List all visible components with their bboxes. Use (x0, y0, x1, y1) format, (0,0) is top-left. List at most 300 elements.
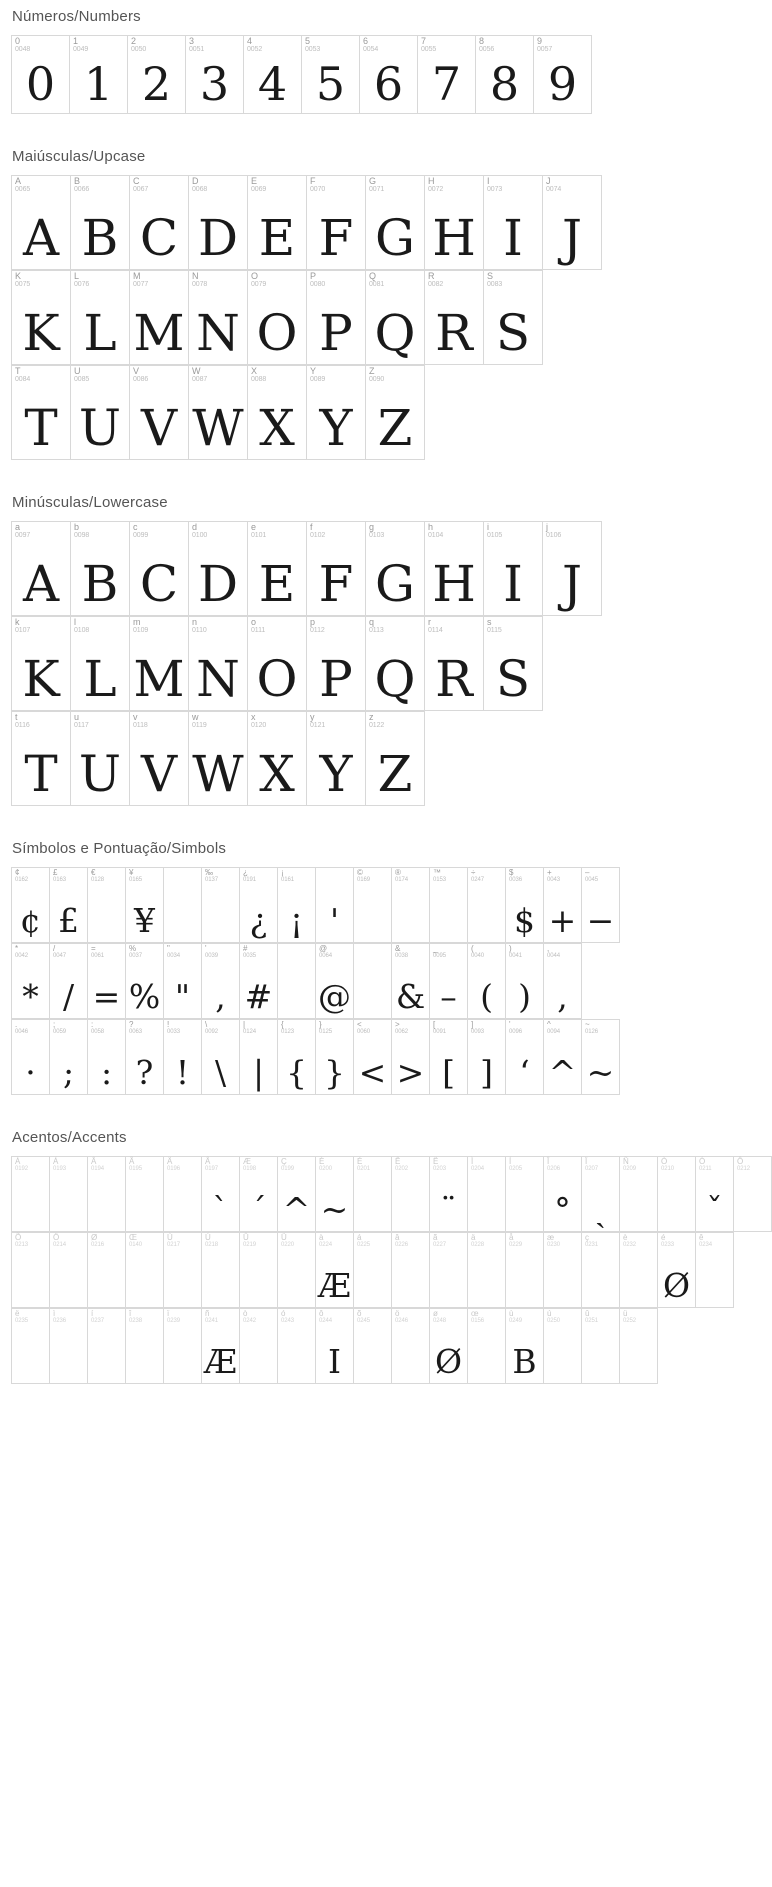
glyph-cell[interactable] (544, 1157, 582, 1232)
glyph-char-code: 0203 (433, 1166, 446, 1173)
glyph-cell[interactable] (50, 1157, 88, 1232)
glyph-char-name: É (357, 1157, 363, 1166)
glyph-cell[interactable] (543, 176, 602, 270)
glyph-cell[interactable] (360, 36, 418, 114)
glyph-cell[interactable] (354, 1309, 392, 1384)
glyph-cell[interactable] (582, 1233, 620, 1308)
glyph-cell[interactable] (164, 1233, 202, 1308)
glyph-char-code: 0082 (428, 281, 444, 289)
glyph-cell[interactable] (12, 1309, 50, 1384)
glyph-cell[interactable] (392, 1157, 430, 1232)
glyph-char-name: ÷ (471, 868, 476, 877)
glyph-cell[interactable] (582, 1020, 620, 1095)
glyph-char-name: h (428, 522, 434, 532)
glyph-char-name: A (15, 176, 22, 186)
glyph-cell[interactable] (468, 1020, 506, 1095)
glyph-preview: 7 (431, 57, 462, 111)
glyph-char-name: C (133, 176, 140, 186)
glyph-cell[interactable] (164, 1309, 202, 1384)
glyph-char-name: | (243, 1020, 246, 1029)
glyph-cell[interactable] (278, 1233, 316, 1308)
glyph-char-name: a (15, 522, 21, 532)
glyph-char-code: 0103 (369, 532, 385, 540)
glyph-cell[interactable] (128, 36, 186, 114)
glyph-cell[interactable] (476, 36, 534, 114)
glyph-char-code: 0042 (15, 953, 28, 960)
glyph-cell[interactable] (189, 522, 248, 616)
glyph-char-code: 0075 (15, 281, 31, 289)
glyph-cell[interactable] (544, 944, 582, 1019)
glyph-cell[interactable] (278, 1157, 316, 1232)
glyph-char-code: 0231 (585, 1242, 598, 1249)
glyph-cell[interactable] (71, 271, 130, 365)
glyph-preview: W (192, 745, 244, 803)
glyph-char-name: ® (395, 868, 401, 877)
glyph-char-code: 0058 (91, 1029, 104, 1036)
glyph-cell[interactable] (202, 1309, 240, 1384)
glyph-preview: : (100, 1053, 113, 1092)
glyph-cell[interactable] (71, 176, 130, 270)
glyph-cell[interactable] (202, 868, 240, 943)
glyph-cell[interactable] (12, 1020, 50, 1095)
glyph-cell[interactable] (468, 1309, 506, 1384)
glyph-cell[interactable] (202, 1020, 240, 1095)
glyph-char-code: 0209 (623, 1166, 636, 1173)
glyph-char-code: 0248 (433, 1318, 446, 1325)
glyph-cell[interactable] (12, 617, 71, 711)
glyph-char-code: 0224 (319, 1242, 332, 1249)
glyph-cell[interactable] (316, 1233, 354, 1308)
glyph-cell[interactable] (278, 944, 316, 1019)
glyph-char-code: 0123 (281, 1029, 294, 1036)
glyph-preview: Q (374, 650, 416, 708)
glyph-cell[interactable] (12, 1233, 50, 1308)
glyph-cell[interactable] (240, 1157, 278, 1232)
glyph-char-code: 0077 (133, 281, 149, 289)
glyph-char-code: 0112 (310, 627, 325, 635)
glyph-char-code: 0206 (547, 1166, 560, 1173)
glyph-preview: ¿ (249, 901, 268, 940)
glyph-cell[interactable] (71, 366, 130, 460)
glyph-cell[interactable] (164, 1157, 202, 1232)
glyph-preview: T (24, 745, 58, 803)
glyph-cell[interactable] (484, 522, 543, 616)
glyph-char-code: 0108 (74, 627, 90, 635)
glyph-char-name: f (310, 522, 313, 532)
glyph-char-name: Â (91, 1157, 97, 1166)
glyph-cell[interactable] (582, 1309, 620, 1384)
glyph-preview: ( (480, 977, 493, 1016)
glyph-cell[interactable] (484, 271, 543, 365)
glyph-char-name: ñ (205, 1309, 210, 1318)
glyph-cell[interactable] (620, 1157, 658, 1232)
glyph-cell[interactable] (307, 366, 366, 460)
glyph-cell[interactable] (189, 176, 248, 270)
glyph-cell[interactable] (189, 617, 248, 711)
glyph-cell[interactable] (544, 1233, 582, 1308)
glyph-cell[interactable] (12, 366, 71, 460)
glyph-cell[interactable] (248, 366, 307, 460)
glyph-char-code: 0243 (281, 1318, 294, 1325)
glyph-cell[interactable] (307, 522, 366, 616)
glyph-char-code: 0125 (319, 1029, 332, 1036)
glyph-char-code: 0245 (357, 1318, 370, 1325)
glyph-char-name: ¢ (15, 868, 20, 877)
glyph-char-code: 0086 (133, 376, 149, 384)
glyph-preview: P (319, 304, 353, 362)
glyph-cell[interactable] (484, 617, 543, 711)
glyph-char-code: 0200 (319, 1166, 332, 1173)
glyph-cell[interactable] (126, 1157, 164, 1232)
glyph-char-name: æ (547, 1233, 555, 1242)
glyph-cell[interactable] (366, 366, 425, 460)
glyph-preview: X (259, 399, 295, 457)
glyph-char-code: 0194 (91, 1166, 104, 1173)
glyph-char-name: > (395, 1020, 400, 1029)
glyph-cell[interactable] (126, 944, 164, 1019)
glyph-preview (126, 1157, 163, 1231)
glyph-preview: 1 (83, 57, 114, 111)
glyph-cell[interactable] (248, 522, 307, 616)
glyph-char-code: 0156 (471, 1318, 484, 1325)
glyph-cell[interactable] (366, 176, 425, 270)
glyph-cell[interactable] (130, 271, 189, 365)
glyph-preview (468, 1157, 505, 1231)
section-title: Maiúsculas/Upcase (12, 148, 146, 165)
glyph-cell[interactable] (240, 868, 278, 943)
glyph-preview: 3 (199, 57, 230, 111)
glyph-char-code: 0246 (395, 1318, 408, 1325)
glyph-cell[interactable] (130, 522, 189, 616)
glyph-cell[interactable] (392, 1309, 430, 1384)
glyph-preview: H (432, 555, 476, 613)
glyph-cell[interactable] (468, 944, 506, 1019)
glyph-cell[interactable] (50, 1020, 88, 1095)
glyph-char-name: ì (53, 1309, 56, 1318)
glyph-cell[interactable] (302, 36, 360, 114)
glyph-cell[interactable] (88, 1020, 126, 1095)
glyph-char-code: 0070 (310, 186, 326, 194)
glyph-cell[interactable] (130, 366, 189, 460)
glyph-cell[interactable] (468, 1233, 506, 1308)
glyph-cell[interactable] (392, 1020, 430, 1095)
glyph-cell[interactable] (430, 944, 468, 1019)
glyph-cell[interactable] (248, 617, 307, 711)
glyph-preview: ´ (250, 1190, 267, 1229)
glyph-cell[interactable] (354, 1020, 392, 1095)
glyph-preview: H (432, 209, 476, 267)
glyph-char-code: 0115 (487, 627, 502, 635)
glyph-grid-row (11, 35, 592, 114)
glyph-cell[interactable] (354, 1233, 392, 1308)
glyph-cell[interactable] (307, 617, 366, 711)
glyph-cell[interactable] (278, 868, 316, 943)
glyph-preview: ] (480, 1053, 493, 1092)
glyph-cell[interactable] (430, 868, 468, 943)
glyph-char-code: 0094 (547, 1029, 560, 1036)
glyph-preview: − (586, 901, 615, 940)
glyph-cell[interactable] (189, 712, 248, 806)
glyph-cell[interactable] (189, 366, 248, 460)
glyph-cell[interactable] (534, 36, 592, 114)
glyph-cell[interactable] (316, 1309, 354, 1384)
glyph-cell[interactable] (506, 1157, 544, 1232)
glyph-char-name: Ó (699, 1157, 706, 1166)
glyph-char-code: 0079 (251, 281, 267, 289)
glyph-grid (11, 35, 592, 114)
glyph-char-code: 0107 (15, 627, 31, 635)
glyph-char-name: ; (53, 1020, 56, 1029)
glyph-preview (506, 1233, 543, 1307)
glyph-char-code: 0038 (395, 953, 408, 960)
glyph-char-name: ù (509, 1309, 514, 1318)
glyph-cell[interactable] (12, 944, 50, 1019)
glyph-preview: I (327, 1342, 342, 1381)
glyph-cell[interactable] (506, 868, 544, 943)
glyph-preview (12, 1309, 49, 1383)
glyph-cell[interactable] (186, 36, 244, 114)
glyph-cell[interactable] (50, 1233, 88, 1308)
glyph-char-code: 0088 (251, 376, 267, 384)
glyph-cell[interactable] (506, 1020, 544, 1095)
glyph-char-code: 0163 (53, 877, 66, 884)
glyph-char-name: X (251, 366, 258, 376)
glyph-cell[interactable] (248, 271, 307, 365)
glyph-cell[interactable] (696, 1157, 734, 1232)
glyph-cell[interactable] (164, 868, 202, 943)
glyph-cell[interactable] (425, 176, 484, 270)
glyph-char-code: 0035 (243, 953, 256, 960)
glyph-cell[interactable] (88, 1233, 126, 1308)
glyph-cell[interactable] (425, 271, 484, 365)
glyph-cell[interactable] (620, 1233, 658, 1308)
glyph-cell[interactable] (582, 1157, 620, 1232)
glyph-cell[interactable] (70, 36, 128, 114)
glyph-preview: C (139, 209, 179, 267)
glyph-cell[interactable] (430, 1157, 468, 1232)
glyph-cell[interactable] (88, 944, 126, 1019)
glyph-cell[interactable] (418, 36, 476, 114)
glyph-cell[interactable] (71, 617, 130, 711)
glyph-cell[interactable] (12, 36, 70, 114)
glyph-cell[interactable] (88, 1309, 126, 1384)
glyph-cell[interactable] (430, 1309, 468, 1384)
glyph-cell[interactable] (582, 868, 620, 943)
glyph-cell[interactable] (366, 522, 425, 616)
glyph-char-name: S (487, 271, 494, 281)
glyph-cell[interactable] (130, 176, 189, 270)
glyph-char-code: 0041 (509, 953, 522, 960)
glyph-cell[interactable] (126, 1233, 164, 1308)
glyph-char-code: 0051 (189, 46, 205, 54)
glyph-preview (544, 1233, 581, 1307)
glyph-char-name: D (192, 176, 199, 186)
glyph-preview: ^ (548, 1053, 577, 1092)
glyph-cell[interactable] (12, 271, 71, 365)
glyph-cell[interactable] (430, 1020, 468, 1095)
glyph-preview (354, 1309, 391, 1383)
glyph-cell[interactable] (126, 1020, 164, 1095)
glyph-cell[interactable] (248, 176, 307, 270)
glyph-cell[interactable] (244, 36, 302, 114)
glyph-cell[interactable] (12, 176, 71, 270)
glyph-char-code: 0110 (192, 627, 207, 635)
glyph-preview (392, 868, 429, 942)
glyph-cell[interactable] (658, 1157, 696, 1232)
glyph-cell[interactable] (126, 868, 164, 943)
glyph-cell[interactable] (354, 1157, 392, 1232)
glyph-char-code: 0048 (15, 46, 31, 54)
glyph-preview (392, 1233, 429, 1307)
glyph-preview (278, 944, 315, 1018)
glyph-preview: 5 (315, 57, 346, 111)
glyph-cell[interactable] (164, 1020, 202, 1095)
glyph-cell[interactable] (506, 1309, 544, 1384)
glyph-char-code: 0084 (15, 376, 31, 384)
glyph-char-code: 0161 (281, 877, 294, 884)
glyph-cell[interactable] (12, 1157, 50, 1232)
glyph-char-code: 0252 (623, 1318, 636, 1325)
glyph-char-name: l (74, 617, 76, 627)
glyph-preview: / (62, 977, 75, 1016)
glyph-cell[interactable] (316, 868, 354, 943)
glyph-cell[interactable] (506, 1233, 544, 1308)
glyph-cell[interactable] (240, 1309, 278, 1384)
glyph-cell[interactable] (240, 1233, 278, 1308)
glyph-cell[interactable] (696, 1233, 734, 1308)
glyph-cell[interactable] (12, 712, 71, 806)
glyph-cell[interactable] (50, 1309, 88, 1384)
glyph-preview (126, 1233, 163, 1307)
glyph-cell[interactable] (506, 944, 544, 1019)
glyph-char-name: Ç (281, 1157, 287, 1166)
glyph-cell[interactable] (430, 1233, 468, 1308)
glyph-preview: # (244, 977, 273, 1016)
glyph-cell[interactable] (392, 868, 430, 943)
glyph-cell[interactable] (543, 522, 602, 616)
glyph-cell[interactable] (88, 1157, 126, 1232)
glyph-char-name: x (251, 712, 256, 722)
glyph-cell[interactable] (50, 944, 88, 1019)
glyph-char-name: : (91, 1020, 94, 1029)
glyph-char-code: 0076 (74, 281, 90, 289)
glyph-grid-row (11, 1156, 772, 1232)
glyph-cell[interactable] (425, 617, 484, 711)
glyph-preview (354, 1157, 391, 1231)
glyph-cell[interactable] (71, 522, 130, 616)
glyph-preview: B (512, 1342, 537, 1381)
glyph-cell[interactable] (126, 1309, 164, 1384)
glyph-char-code: 0081 (369, 281, 385, 289)
glyph-cell[interactable] (544, 1309, 582, 1384)
glyph-cell[interactable] (278, 1309, 316, 1384)
glyph-cell[interactable] (366, 617, 425, 711)
glyph-char-code: 0153 (433, 877, 446, 884)
glyph-char-name: , (547, 944, 550, 953)
glyph-preview: I (503, 209, 523, 267)
glyph-cell[interactable] (425, 522, 484, 616)
glyph-char-name: r (428, 617, 431, 627)
glyph-cell[interactable] (734, 1157, 772, 1232)
glyph-cell[interactable] (658, 1233, 696, 1308)
glyph-cell[interactable] (88, 868, 126, 943)
glyph-char-code: 0057 (537, 46, 553, 54)
glyph-cell[interactable] (71, 712, 130, 806)
glyph-char-code: 0039 (205, 953, 218, 960)
section-title: Acentos/Accents (12, 1129, 127, 1146)
glyph-cell[interactable] (12, 522, 71, 616)
glyph-cell[interactable] (316, 1157, 354, 1232)
glyph-cell[interactable] (620, 1309, 658, 1384)
glyph-char-name: á (357, 1233, 362, 1242)
glyph-preview: | (252, 1053, 265, 1092)
glyph-cell[interactable] (468, 1157, 506, 1232)
glyph-cell[interactable] (484, 176, 543, 270)
glyph-char-code: 0196 (167, 1166, 180, 1173)
glyph-cell[interactable] (202, 944, 240, 1019)
glyph-char-name: R (428, 271, 435, 281)
glyph-cell[interactable] (130, 617, 189, 711)
glyph-preview (392, 1157, 429, 1231)
glyph-cell[interactable] (392, 944, 430, 1019)
glyph-cell[interactable] (316, 944, 354, 1019)
glyph-preview: ~ (586, 1053, 615, 1092)
glyph-preview: R (435, 650, 473, 708)
glyph-cell[interactable] (354, 868, 392, 943)
glyph-cell[interactable] (392, 1233, 430, 1308)
glyph-cell[interactable] (240, 1020, 278, 1095)
glyph-char-code: 0033 (167, 1029, 180, 1036)
glyph-char-name: £ (53, 868, 58, 877)
glyph-grid (11, 867, 620, 1095)
glyph-cell[interactable] (12, 868, 50, 943)
glyph-char-code: 0228 (471, 1242, 484, 1249)
glyph-cell[interactable] (354, 944, 392, 1019)
glyph-cell[interactable] (202, 1157, 240, 1232)
glyph-char-code: 0230 (547, 1242, 560, 1249)
glyph-cell[interactable] (307, 176, 366, 270)
glyph-char-name: Ì (471, 1157, 474, 1166)
glyph-char-code: 0096 (509, 1029, 522, 1036)
glyph-cell[interactable] (366, 712, 425, 806)
glyph-cell[interactable] (316, 1020, 354, 1095)
glyph-cell[interactable] (189, 271, 248, 365)
glyph-preview (734, 1157, 771, 1231)
glyph-cell[interactable] (468, 868, 506, 943)
glyph-cell[interactable] (164, 944, 202, 1019)
glyph-cell[interactable] (130, 712, 189, 806)
glyph-cell[interactable] (307, 271, 366, 365)
glyph-preview (240, 1233, 277, 1307)
glyph-char-code: 0218 (205, 1242, 218, 1249)
glyph-cell[interactable] (202, 1233, 240, 1308)
glyph-preview: L (83, 304, 117, 362)
glyph-char-code: 0080 (310, 281, 326, 289)
glyph-cell[interactable] (50, 868, 88, 943)
glyph-cell[interactable] (307, 712, 366, 806)
glyph-cell[interactable] (240, 944, 278, 1019)
glyph-char-code: 0054 (363, 46, 379, 54)
glyph-cell[interactable] (248, 712, 307, 806)
glyph-char-code: 0095 (433, 953, 446, 960)
glyph-cell[interactable] (278, 1020, 316, 1095)
glyph-cell[interactable] (366, 271, 425, 365)
glyph-grid (11, 1156, 772, 1384)
glyph-cell[interactable] (544, 1020, 582, 1095)
glyph-cell[interactable] (544, 868, 582, 943)
glyph-preview (202, 868, 239, 942)
glyph-char-name: # (243, 944, 248, 953)
